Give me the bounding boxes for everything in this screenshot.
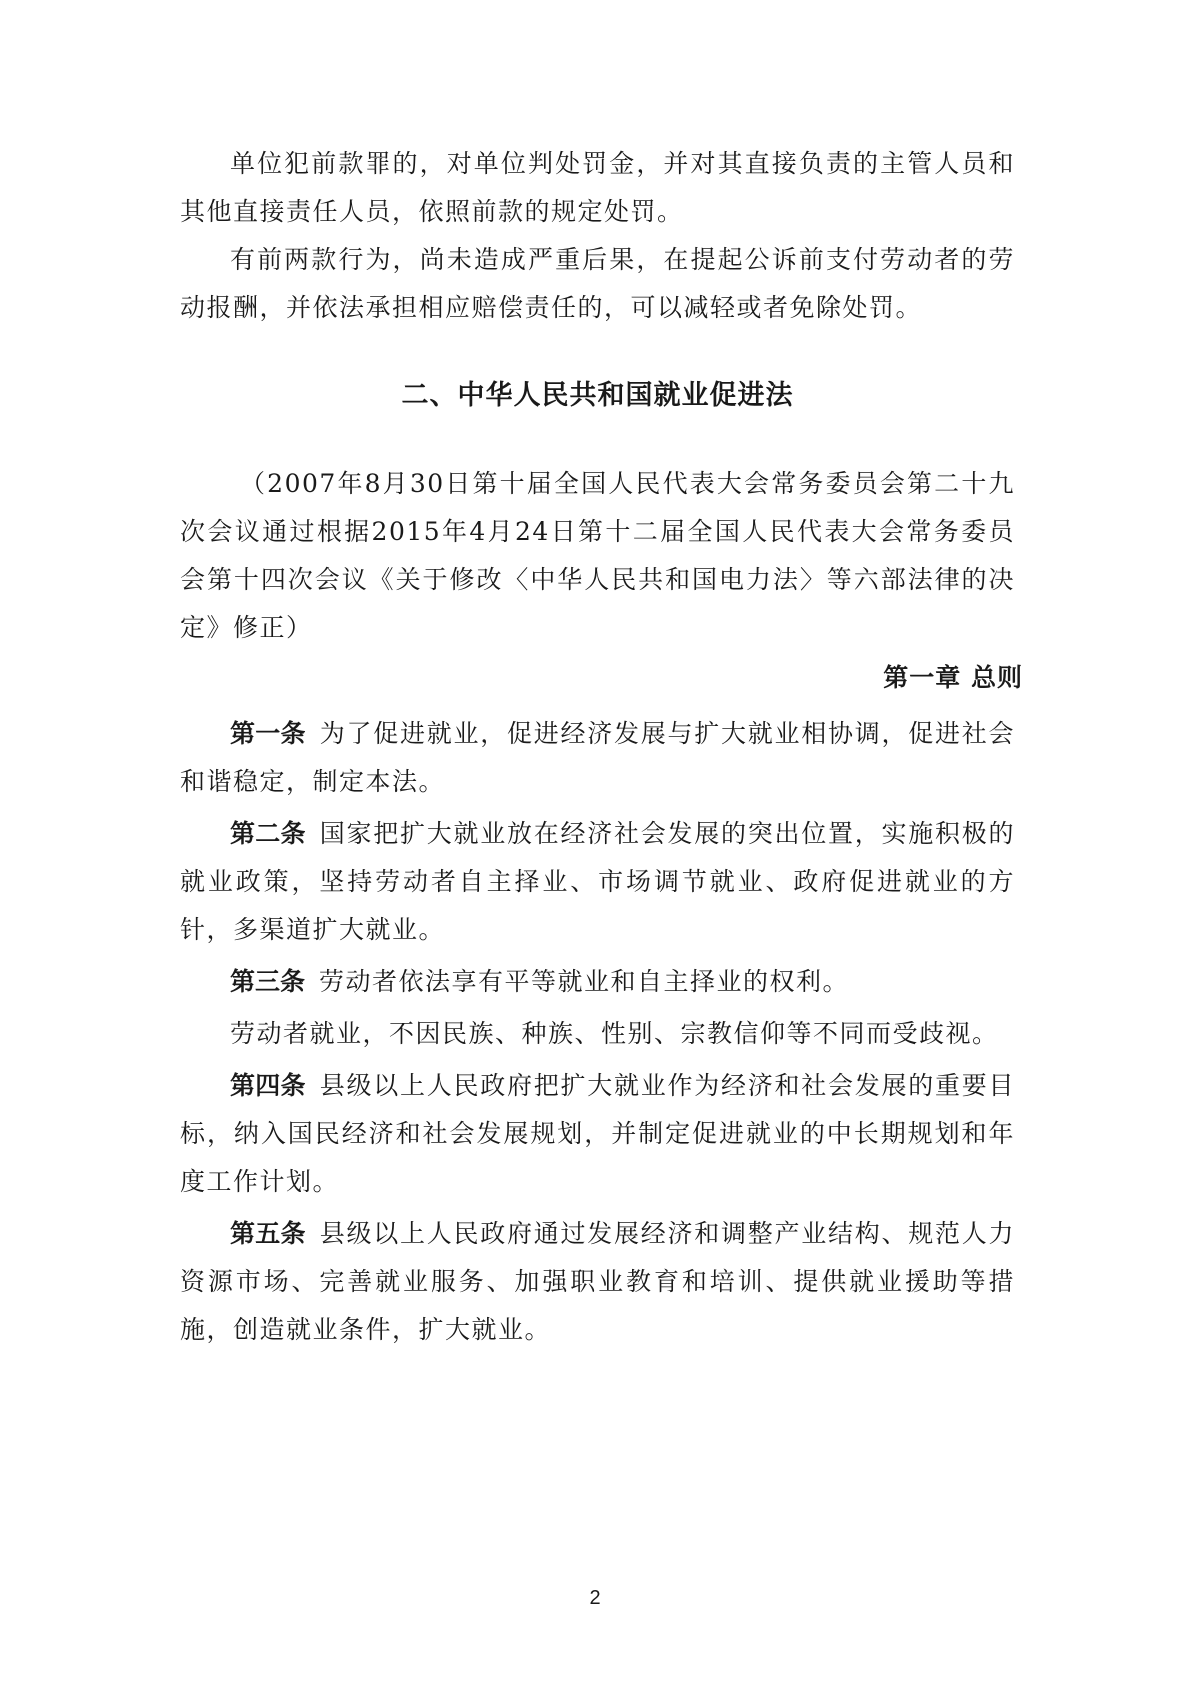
article-label: 第四条 [230, 1071, 306, 1100]
page-content [180, 140, 1023, 1354]
article-3-paragraph-2: 劳动者就业，不因民族、种族、性别、宗教信仰等不同而受歧视。 [230, 1019, 999, 1048]
section-note: （2007年8月30日第十届全国人民代表大会常务委员会第二十九次会议通过根据2015年4月24日第十二届全国人民代表大会常务委员会第十四次会议《关于修改〈中华人民共和国电力法〉等六部法律的决定》修正） [180, 469, 1015, 642]
chapter-title: 第一章 总则 [883, 663, 1023, 692]
article-label: 第二条 [230, 819, 306, 848]
article-4 [180, 1062, 1015, 1206]
paragraph-prev-1: 单位犯前款罪的，对单位判处罚金，并对其直接负责的主管人员和其他直接责任人员，依照前款的规定处罚。 [180, 149, 1015, 226]
article-1 [180, 710, 1015, 806]
article-text: 县级以上人民政府通过发展经济和调整产业结构、规范人力资源市场、完善就业服务、加强职业教育和培训、提供就业援助等措施，创造就业条件，扩大就业。 [180, 1219, 1015, 1344]
article-label: 第五条 [230, 1219, 306, 1248]
article-2 [180, 810, 1015, 954]
article-text: 国家把扩大就业放在经济社会发展的突出位置，实施积极的就业政策，坚持劳动者自主择业、市场调节就业、政府促进就业的方针，多渠道扩大就业。 [180, 819, 1015, 944]
article-text: 县级以上人民政府把扩大就业作为经济和社会发展的重要目标，纳入国民经济和社会发展规划，并制定促进就业的中长期规划和年度工作计划。 [180, 1071, 1015, 1196]
article-label: 第三条 [230, 967, 306, 996]
article-3 [180, 958, 1015, 1006]
article-label: 第一条 [230, 719, 306, 748]
page-number: 2 [589, 1587, 601, 1609]
section-title: 二、中华人民共和国就业促进法 [401, 380, 794, 411]
paragraph-prev-2: 有前两款行为，尚未造成严重后果，在提起公诉前支付劳动者的劳动报酬，并依法承担相应赔偿责任的，可以减轻或者免除处罚。 [180, 245, 1015, 322]
article-text: 为了促进就业，促进经济发展与扩大就业相协调，促进社会和谐稳定，制定本法。 [180, 719, 1015, 796]
article-text: 劳动者依法享有平等就业和自主择业的权利。 [319, 967, 850, 996]
article-5 [180, 1210, 1015, 1354]
